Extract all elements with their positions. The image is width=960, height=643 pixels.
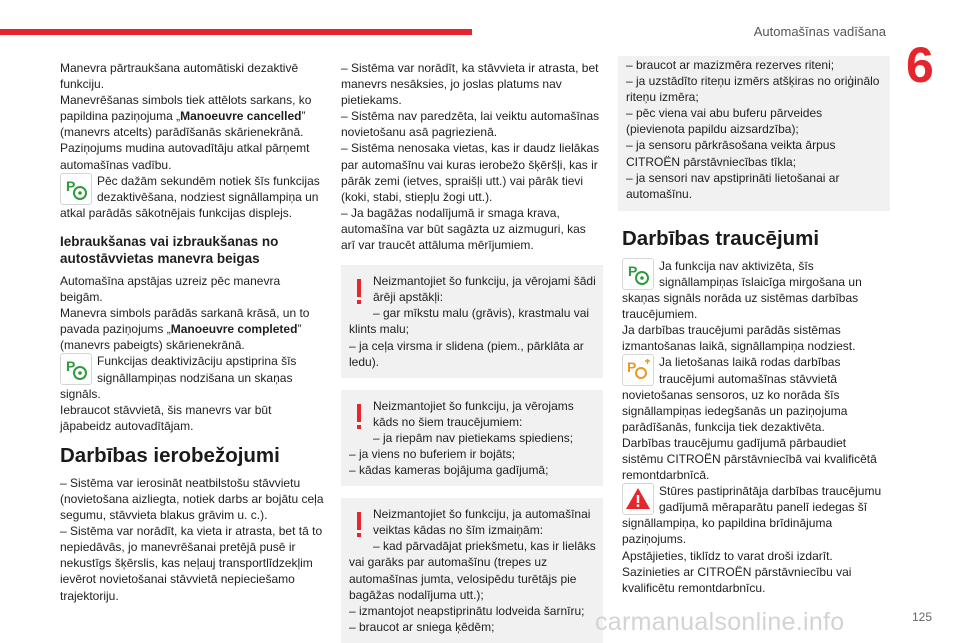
icon-paragraph: P Funkcijas deaktivizāciju apstiprina šīs signāllampiņas nodzišana un skaņas signāls. (60, 354, 297, 401)
exclamation-mark-icon (349, 398, 373, 438)
park-assist-green-icon (622, 258, 654, 290)
park-assist-fault-icon (622, 354, 654, 386)
list-item: – Ja bagāžas nodalījumā ir smaga krava, automašīna var būt sagāzta uz aizmuguri, kas arī var traucēt attāluma mērījumiem. (341, 205, 586, 253)
list-item: – Sistēma var norādīt, ka stāvvieta ir atrasta, bet manevrs nesāksies, jo joslas platums nav pietiekams. (341, 61, 599, 108)
list-item: – Sistēma nav paredzēta, lai veiktu automašīnas novietošanu asā pagriezienā. (341, 109, 600, 140)
paragraph: Darbības traucējumu gadījumā pārbaudiet sistēmu CITROËN pārstāvniecībā vai kvalificētā remontdarbnīcā. (622, 435, 877, 483)
icon-paragraph: Stūres pastiprinātāja darbības traucējumu gadījumā mēraparātu panelī iedegas šī signāllampiņa, ko papildina brīdinājuma paziņojums. (622, 484, 882, 547)
paragraph: Manevra simbols parādās sarkanā krāsā, un to pavada paziņojums „Manoeuvre completed” (manevrs pabeigts) skārienekrānā. (60, 306, 310, 353)
paragraph: Sazinieties ar CITROËN pārstāvniecību vai kvalificētu remontdarbnīcu. (622, 564, 852, 595)
section-heading-park-end: Iebraukšanas vai izbraukšanas no autostāvvietas manevra beigas (60, 233, 279, 266)
paragraph: Paziņojums mudina autovadītāju atkal pārņemt automašīnas vadību. (60, 141, 310, 172)
warning-box-continued (618, 56, 890, 211)
svg-text:P: P (628, 262, 638, 279)
icon-paragraph: P Pēc dažām sekundēm notiek šīs funkcijas dezaktivēšana, nodziest signāllampiņa un atkal parādās sākotnējais funkcijas displejs. (60, 173, 320, 220)
list-item: – ja sensoru pārkrāsošana veikta ārpus CITROËN pārstāvniecības tīkla; (626, 138, 836, 169)
header-accent-bar (0, 29, 472, 35)
column-1 (60, 60, 324, 604)
column-2 (341, 60, 603, 643)
list-item: – ja sensori nav apstiprināti lietošanai ar automašīnu. (626, 170, 840, 201)
exclamation-mark-icon (349, 273, 373, 313)
list-item: – Sistēma var norādīt, ka vieta ir atrasta, bet tā to nepiedāvās, jo manevrēšanai pretējā pusē ir nekustīgs šķērslis, kas neļauj transportlīdzekļim ievērot novietošanai stāvvietā nepieciešamo trajektoriju. (60, 524, 323, 603)
paragraph: Apstājieties, tiklīdz to varat droši izdarīt. (622, 548, 833, 563)
icon-paragraph: P Ja funkcija nav aktivizēta, šīs signāllampiņas īslaicīga mirgošana un skaņas signāls norāda uz sistēmas darbības traucējumiem. (622, 258, 862, 322)
exclamation-mark-icon (349, 506, 373, 546)
paragraph: Manevra pārtraukšana automātiski dezaktivē funkciju. (60, 61, 299, 92)
park-assist-green-icon (60, 173, 92, 205)
warning-box: Neizmantojiet šo funkciju, ja vērojami šādi ārēji apstākļi: – gar mīkstu malu (grāvis), krastmalu vai klints malu; – ja ceļa virsma ir slidena (piem., pārklāta ar ledu). (341, 265, 603, 378)
paragraph: Iebraucot stāvvietā, šis manevrs var būt jāpabeidz autovadītājam. (60, 402, 272, 433)
warning-box: Neizmantojiet šo funkciju, ja automašīnai veiktas kādas no šīm izmaiņām: – kad pārvadājat priekšmetu, kas ir lielāks vai garāks par automašīnu (trepes uz automašīnas jumta, velosipēdu turētājs pie bagāžas nodalījuma utt.); – izmantojot neapstiprinātu lodveida šarnīru; – braucot ar sniega ķēdēm; (341, 498, 603, 643)
column-3 (622, 60, 886, 596)
paragraph: Ja darbības traucējumi parādās sistēmas izmantošanas laikā, signāllampiņa nodziest. (622, 323, 856, 354)
paragraph: Automašīna apstājas uzreiz pēc manevra beigām. (60, 273, 281, 305)
list-item: – ja uzstādīto riteņu izmērs atšķiras no oriģinālo riteņu izmēra; (626, 74, 880, 105)
list-item: – Sistēma var ierosināt neatbilstošu stāvvietu (novietošana aizliegta, notiek darbs ar bojātu ceļa segumu, stāvvieta blakus grāvim u. c.). (60, 475, 324, 523)
park-assist-green-icon (60, 353, 92, 385)
paragraph: Manevrēšanas simbols tiek attēlots sarkans, ko papildina paziņojuma „Manoeuvre cancelled” (manevrs atcelts) parādīšanās skārienekrānā. (60, 93, 312, 140)
watermark: carmanualsonline.info (595, 608, 845, 636)
chapter-number: 6 (906, 37, 934, 93)
message-completed: Manoeuvre completed (170, 322, 298, 337)
section-heading-limits: Darbības ierobežojumi (60, 443, 280, 467)
list-item: – braucot ar mazizmēra rezerves riteni; (626, 58, 835, 72)
svg-text:P: P (66, 358, 76, 375)
running-header-title: Automašīnas vadīšana (753, 24, 886, 39)
message-cancelled: Manoeuvre cancelled (180, 109, 302, 124)
warning-box: Neizmantojiet šo funkciju, ja vērojams kāds no šiem traucējumiem: – ja riepām nav pietiekams spiediens; – ja viens no buferiem ir bojāts; – kādas kameras bojājuma gadījumā; (341, 390, 603, 486)
svg-text:P: P (627, 359, 637, 376)
icon-paragraph: P Ja lietošanas laikā rodas darbības traucējumi automašīnas stāvvietā novietošanas sensoros, uz ko norāda šīs signāllampiņas iedegšanās un paziņojuma parādīšanās, funkcija tiek dezaktivēta. (622, 355, 848, 434)
list-item: – pēc viena vai abu buferu pārveides (pievienota papildu aizsardzība); (626, 106, 823, 137)
warning-triangle-icon (622, 483, 654, 515)
section-heading-faults: Darbības traucējumi (622, 226, 820, 250)
page-number: 125 (911, 610, 932, 624)
svg-text:P: P (66, 177, 76, 194)
list-item: – Sistēma nenosaka vietas, kas ir daudz lielākas par automašīnu vai kuras ierobežo šķēršļi, kas ir pārāk zemi (ietves, spraišļi utt.) vai pārāk tievi (koki, stabi, stiepļu žogi utt.). (341, 141, 600, 204)
